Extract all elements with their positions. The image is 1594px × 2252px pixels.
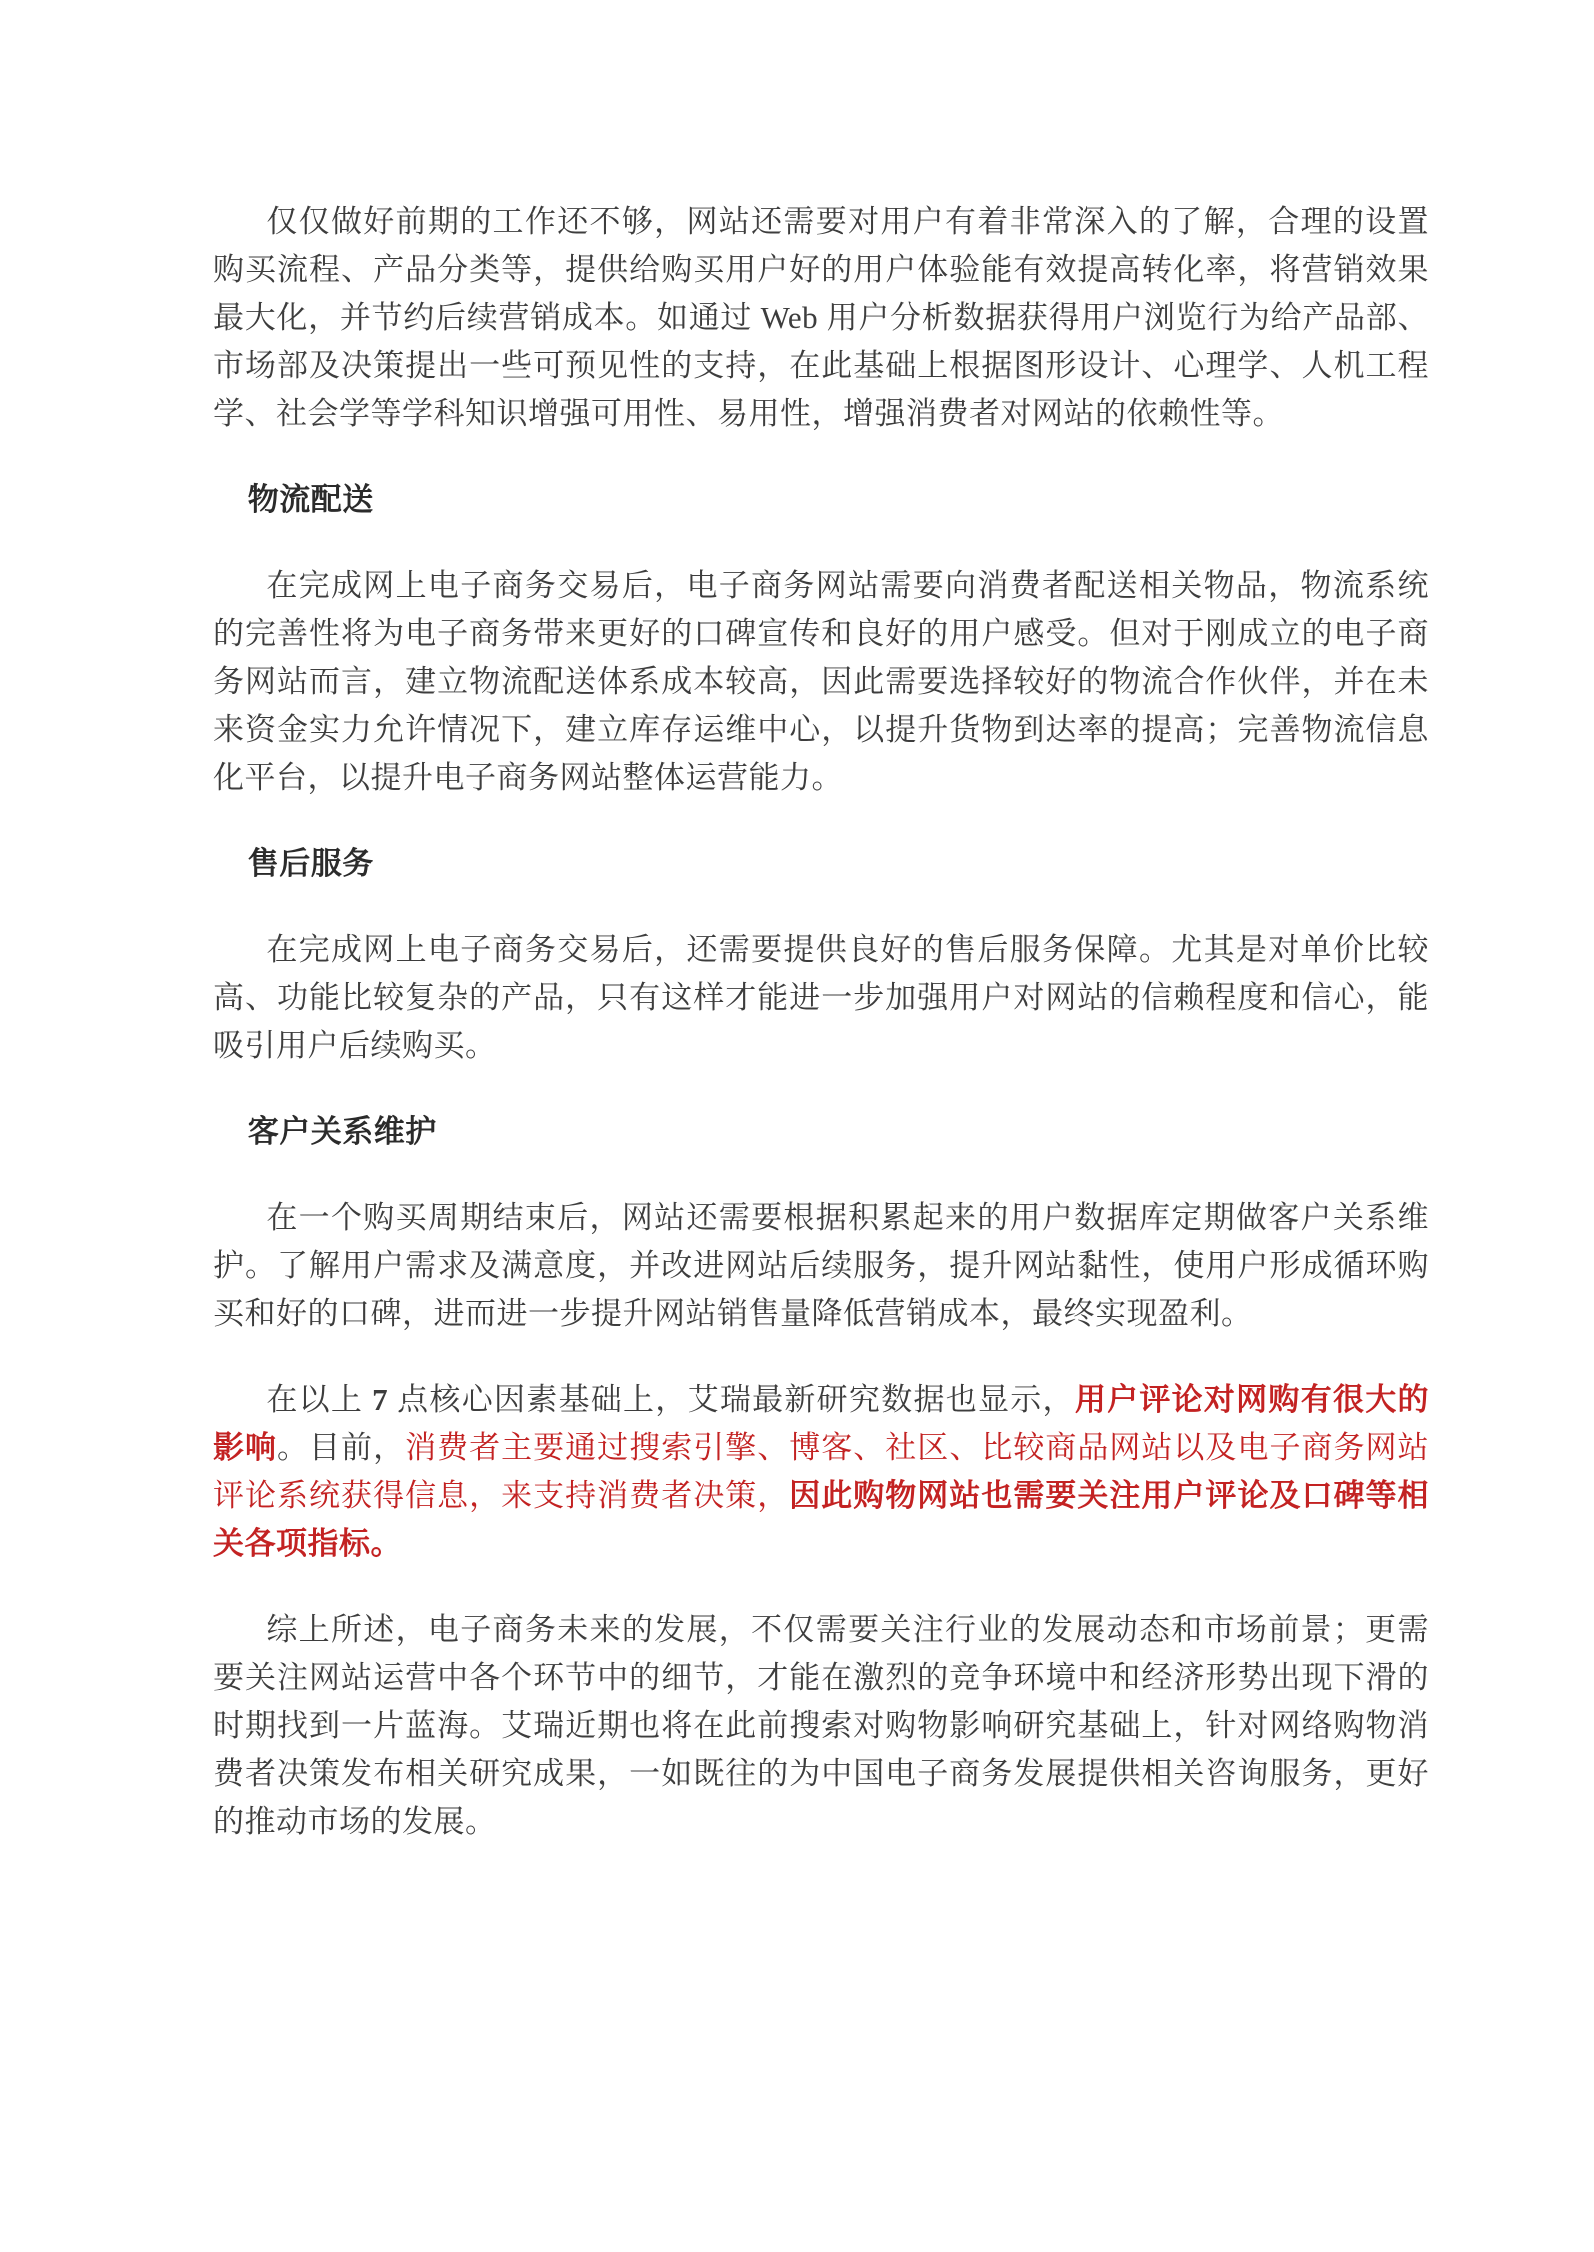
heading-logistics-delivery: 物流配送 (247, 482, 374, 517)
text-run-bold-number: 7 (372, 1382, 389, 1417)
text-run-red-bold: 用户评论对网购有很大的影响 (213, 1382, 1430, 1465)
paragraph-after-sales: 在完成网上电子商务交易后，还需要提供良好的售后服务保障。尤其是对单价比较高、功能比较复杂的产品，只有这样才能进一步加强用户对网站的信赖程度和信心，能吸引用户后续购买。 (213, 932, 1429, 1063)
paragraph-user-review-highlight (213, 1376, 1429, 1568)
document-content (213, 198, 1429, 1884)
text-run: 。目前， (277, 1430, 406, 1465)
paragraph-logistics: 在完成网上电子商务交易后，电子商务网站需要向消费者配送相关物品，物流系统的完善性将为电子商务带来更好的口碑宣传和良好的用户感受。但对于刚成立的电子商务网站而言，建立物流配送体系成本较高，因此需要选择较好的物流合作伙伴，并在未来资金实力允许情况下，建立库存运维中心，以提升货物到达率的提高；完善物流信息化平台，以提升电子商务网站整体运营能力。 (213, 568, 1429, 795)
paragraph-user-experience: 仅仅做好前期的工作还不够，网站还需要对用户有着非常深入的了解，合理的设置购买流程、产品分类等，提供给购买用户好的用户体验能有效提高转化率，将营销效果最大化，并节约后续营销成本。如通过 Web 用户分析数据获得用户浏览行为给产品部、市场部及决策提出一些可预见性的支持，在此基础上根据图形设计、心理学、人机工程学、社会学等学科知识增强可用性、易用性，增强消费者对网站的依赖性等。 (213, 204, 1429, 431)
text-run-red: 消费者主要通过搜索引擎、博客、社区、比较商品网站以及电子商务网站评论系统获得信息，来支持消费者决策， (213, 1430, 1430, 1513)
heading-after-sales-service: 售后服务 (247, 846, 374, 881)
paragraph-conclusion: 综上所述，电子商务未来的发展，不仅需要关注行业的发展动态和市场前景；更需要关注网站运营中各个环节中的细节，才能在激烈的竞争环境中和经济形势出现下滑的时期找到一片蓝海。艾瑞近期也将在此前搜索对购物影响研究基础上，针对网络购物消费者决策发布相关研究成果，一如既往的为中国电子商务发展提供相关咨询服务，更好的推动市场的发展。 (213, 1612, 1429, 1839)
text-run-red-bold: 因此购物网站也需要关注用户评论及口碑等相关各项指标。 (213, 1478, 1430, 1561)
text-run: 点核心因素基础上，艾瑞最新研究数据也显示， (388, 1382, 1075, 1417)
text-run: 在以上 (266, 1382, 373, 1417)
heading-customer-relationship: 客户关系维护 (247, 1114, 437, 1149)
paragraph-customer-relationship: 在一个购买周期结束后，网站还需要根据积累起来的用户数据库定期做客户关系维护。了解用户需求及满意度，并改进网站后续服务，提升网站黏性，使用户形成循环购买和好的口碑，进而进一步提升网站销售量降低营销成本，最终实现盈利。 (213, 1200, 1429, 1331)
